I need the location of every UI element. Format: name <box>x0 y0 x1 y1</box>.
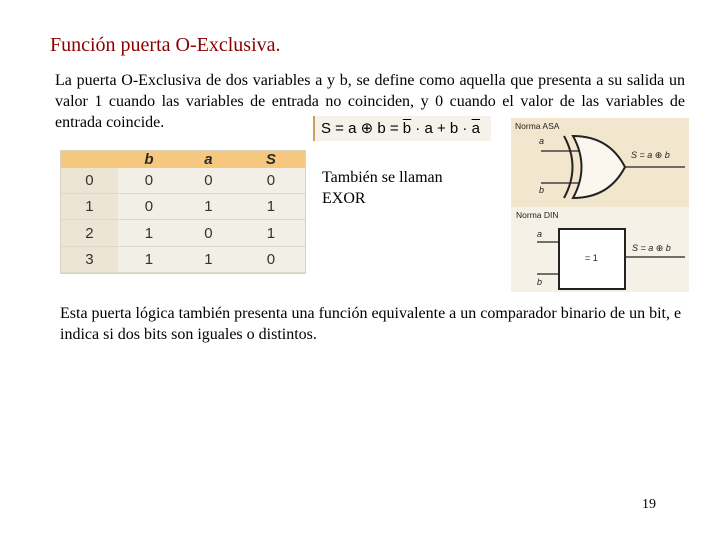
also-called-line-1: También se llaman <box>322 169 443 186</box>
truth-table <box>61 151 305 273</box>
cell-s: 0 <box>266 172 276 190</box>
din-gate-svg <box>511 207 689 292</box>
truth-table-header-row <box>61 151 305 168</box>
cell-b: 0 <box>144 172 154 190</box>
xor-extra-curve-icon <box>564 136 573 198</box>
asa-input-a: a <box>539 136 545 146</box>
row-index: 2 <box>61 220 118 246</box>
header-s: S <box>265 151 276 168</box>
header-index <box>61 151 118 168</box>
din-gate-box-label: = 1 <box>585 253 598 263</box>
cell-a: 0 <box>204 172 213 190</box>
slide-title: Función puerta O-Exclusiva. <box>50 34 281 56</box>
formula-term-a-negated: $\overline{a}$ <box>471 120 480 137</box>
asa-output-label: S = a ⊕ b <box>631 150 670 160</box>
din-output-label: S = a ⊕ b <box>632 243 671 253</box>
page-number: 19 <box>642 497 656 512</box>
cell-b: 1 <box>144 250 154 268</box>
xor-gate-icon <box>573 136 625 198</box>
cell-b: 0 <box>144 198 154 216</box>
xor-formula <box>313 116 491 141</box>
table-row <box>61 168 305 194</box>
truth-table-image <box>60 150 306 274</box>
cell-s: 0 <box>266 250 276 268</box>
header-b: b <box>144 151 154 168</box>
also-called-line-2: EXOR <box>322 190 366 207</box>
table-row <box>61 220 305 246</box>
formula-prefix: S = a ⊕ b = <box>321 120 403 137</box>
cell-a: 1 <box>204 250 213 268</box>
row-index: 1 <box>61 194 118 220</box>
cell-b: 1 <box>144 224 154 242</box>
cell-a: 1 <box>204 198 213 216</box>
also-called-text <box>322 167 443 209</box>
formula-middle: · a + b · <box>411 120 472 137</box>
intro-paragraph: La puerta O-Exclusiva de dos variables a y b, se define como aquella que presenta a su salida un valor 1 cuando las variables de entrada no coinciden, y 0 cuando el valor de las variables de entrada coincide. <box>55 72 685 131</box>
asa-label: Norma ASA <box>515 121 560 131</box>
din-gate-panel <box>511 207 689 292</box>
din-input-b: b <box>537 277 543 287</box>
table-row <box>61 194 305 220</box>
din-label: Norma DIN <box>516 210 559 220</box>
cell-s: 1 <box>266 224 276 242</box>
table-row <box>61 246 305 272</box>
header-a: a <box>204 151 213 168</box>
row-index: 3 <box>61 246 118 272</box>
formula-term-b-negated: $\overline{b}$ <box>402 120 412 137</box>
cell-s: 1 <box>266 198 276 216</box>
din-input-a: a <box>537 229 543 239</box>
asa-input-b: b <box>539 185 545 195</box>
comparator-paragraph: Esta puerta lógica también presenta una función equivalente a un comparador binario de un bit, e indica si dos bits son iguales o distintos. <box>60 305 682 343</box>
row-index: 0 <box>61 168 118 194</box>
cell-a: 0 <box>204 224 213 242</box>
